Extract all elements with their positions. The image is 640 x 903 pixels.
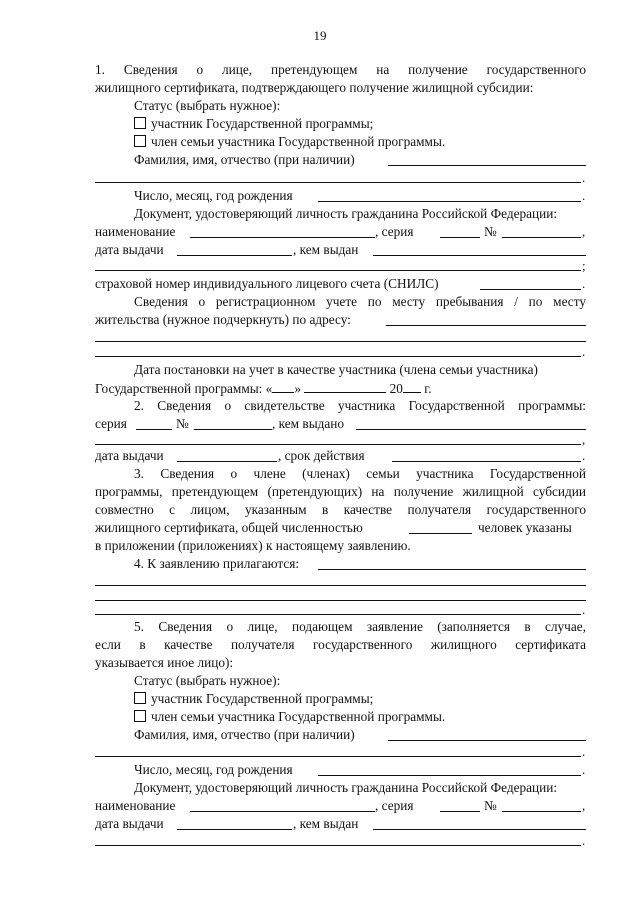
section1-date-line1: Дата постановки на учет в качестве участника (члена семьи участника) <box>134 362 538 377</box>
punct: ; <box>582 258 586 273</box>
section2-issued-by-label: , кем выдано <box>272 416 345 431</box>
section1-name-field[interactable] <box>190 237 375 238</box>
punct: , <box>582 798 586 813</box>
section4-attachments-field-3[interactable] <box>95 600 586 601</box>
checkbox-icon[interactable] <box>134 692 146 704</box>
section4-attachments-field-4[interactable] <box>95 614 581 615</box>
section5-issued-by-label: , кем выдан <box>293 816 359 831</box>
punct: . <box>582 448 586 463</box>
section5-series-label: , серия <box>375 798 414 813</box>
section3-line3: совместно с лицом, указанным в качестве получателя государственного <box>95 502 586 517</box>
section5-name-label: наименование <box>95 798 176 813</box>
section5-status-label: Статус (выбрать нужное): <box>134 673 281 688</box>
section5-doc-label: Документ, удостоверяющий личность гражданина Российской Федерации: <box>134 780 558 795</box>
section5-fio-field-cont[interactable] <box>95 756 581 757</box>
section1-num-field[interactable] <box>502 237 581 238</box>
section3-line4-end: человек указаны <box>478 520 572 535</box>
section1-fio-field[interactable] <box>388 165 586 166</box>
punct: . <box>582 744 586 759</box>
section5-name-field[interactable] <box>190 811 375 812</box>
section2-num-label: № <box>176 416 189 431</box>
section2-line1: 2. Сведения о свидетельстве участника Государственной программы: <box>134 398 586 413</box>
section2-num-field[interactable] <box>194 429 272 430</box>
month-field[interactable] <box>304 380 386 393</box>
section1-series-field[interactable] <box>440 237 480 238</box>
section5-issued-by-field-cont[interactable] <box>95 845 581 846</box>
punct: . <box>582 833 586 848</box>
section3-line2: программы, претендующем (претендующих) на получение жилищной субсидии <box>95 484 586 499</box>
section1-issued-by-label: , кем выдан <box>293 242 359 257</box>
section1-option-family-member[interactable]: член семьи участника Государственной программы. <box>134 134 445 150</box>
section5-fio-field[interactable] <box>388 740 586 741</box>
section1-snils-field[interactable] <box>480 289 581 290</box>
section2-issue-date-field[interactable] <box>177 461 277 462</box>
punct: . <box>582 188 586 203</box>
section2-series-field[interactable] <box>136 429 172 430</box>
section3-line1: 3. Сведения о члене (членах) семьи участника Государственной <box>134 466 586 481</box>
section2-issue-date-label: дата выдачи <box>95 448 164 463</box>
section5-birth-field[interactable] <box>318 775 581 776</box>
section5-line3: указывается иное лицо): <box>95 655 234 670</box>
punct: . <box>582 602 586 617</box>
section4-label: 4. К заявлению прилагаются: <box>134 556 300 571</box>
section1-issue-date-label: дата выдачи <box>95 242 164 257</box>
section5-line1: 5. Сведения о лице, подающем заявление (заполняется в случае, <box>134 619 586 634</box>
section1-series-label: , серия <box>375 224 414 239</box>
section1-line1: 1. Сведения о лице, претендующем на получение государственного <box>95 62 586 77</box>
section1-line2: жилищного сертификата, подтверждающего получение жилищной субсидии: <box>95 80 534 95</box>
punct: , <box>582 224 586 239</box>
section1-option-participant[interactable]: участник Государственной программы; <box>134 116 373 132</box>
section1-snils-label: страховой номер индивидуального лицевого счета (СНИЛС) <box>95 276 439 291</box>
section1-doc-label: Документ, удостоверяющий личность гражданина Российской Федерации: <box>134 206 558 221</box>
punct: . <box>582 762 586 777</box>
section1-reg-line1: Сведения о регистрационном учете по месту пребывания / по месту <box>134 294 586 309</box>
section2-validity-field[interactable] <box>392 461 581 462</box>
section1-date-line2: Государственной программы: « » 20 г. <box>95 381 432 396</box>
year-field[interactable] <box>403 380 421 393</box>
section2-series-label: серия <box>95 416 127 431</box>
section3-line5: в приложении (приложениях) к настоящему заявлению. <box>95 538 411 553</box>
section2-validity-label: , срок действия <box>278 448 365 463</box>
section1-issue-date-field[interactable] <box>177 255 292 256</box>
section1-address-field[interactable] <box>386 325 586 326</box>
section1-name-label: наименование <box>95 224 176 239</box>
section5-issued-by-field[interactable] <box>373 829 586 830</box>
checkbox-icon[interactable] <box>134 117 146 129</box>
section4-attachments-field-2[interactable] <box>95 585 586 586</box>
section5-fio-label: Фамилия, имя, отчество (при наличии) <box>134 727 355 742</box>
punct: . <box>582 344 586 359</box>
section1-issued-by-field[interactable] <box>373 255 586 256</box>
section1-status-label: Статус (выбрать нужное): <box>134 98 281 113</box>
section3-count-field[interactable] <box>409 533 472 534</box>
section1-address-field-3[interactable] <box>95 356 581 357</box>
section5-issue-date-field[interactable] <box>177 829 292 830</box>
section1-birth-field[interactable] <box>318 201 581 202</box>
checkbox-icon[interactable] <box>134 135 146 147</box>
section1-birth-label: Число, месяц, год рождения <box>134 188 293 203</box>
section5-option-participant[interactable]: участник Государственной программы; <box>134 691 373 707</box>
section5-line2: если в качестве получателя государственного жилищного сертификата <box>95 637 586 652</box>
punct: . <box>582 170 586 185</box>
section4-attachments-field[interactable] <box>318 569 586 570</box>
page-number: 19 <box>313 28 327 43</box>
punct: . <box>582 276 586 291</box>
section2-issued-by-field-cont[interactable] <box>95 444 581 445</box>
section1-fio-label: Фамилия, имя, отчество (при наличии) <box>134 152 355 167</box>
section1-issued-by-field-cont[interactable] <box>95 270 581 271</box>
section1-reg-line2: жительства (нужное подчеркнуть) по адресу: <box>95 312 351 327</box>
punct: , <box>582 432 586 447</box>
section5-option-family-member[interactable]: член семьи участника Государственной программы. <box>134 709 445 725</box>
section5-birth-label: Число, месяц, год рождения <box>134 762 293 777</box>
section1-num-label: № <box>484 224 497 239</box>
checkbox-icon[interactable] <box>134 710 146 722</box>
section2-issued-by-field[interactable] <box>356 429 586 430</box>
section1-fio-field-cont[interactable] <box>95 182 581 183</box>
section5-num-field[interactable] <box>502 811 581 812</box>
section5-issue-date-label: дата выдачи <box>95 816 164 831</box>
section1-address-field-2[interactable] <box>95 341 586 342</box>
section3-line4-start: жилищного сертификата, общей численностью <box>95 520 363 535</box>
day-field[interactable] <box>272 380 294 393</box>
section5-series-field[interactable] <box>440 811 480 812</box>
section5-num-label: № <box>484 798 497 813</box>
